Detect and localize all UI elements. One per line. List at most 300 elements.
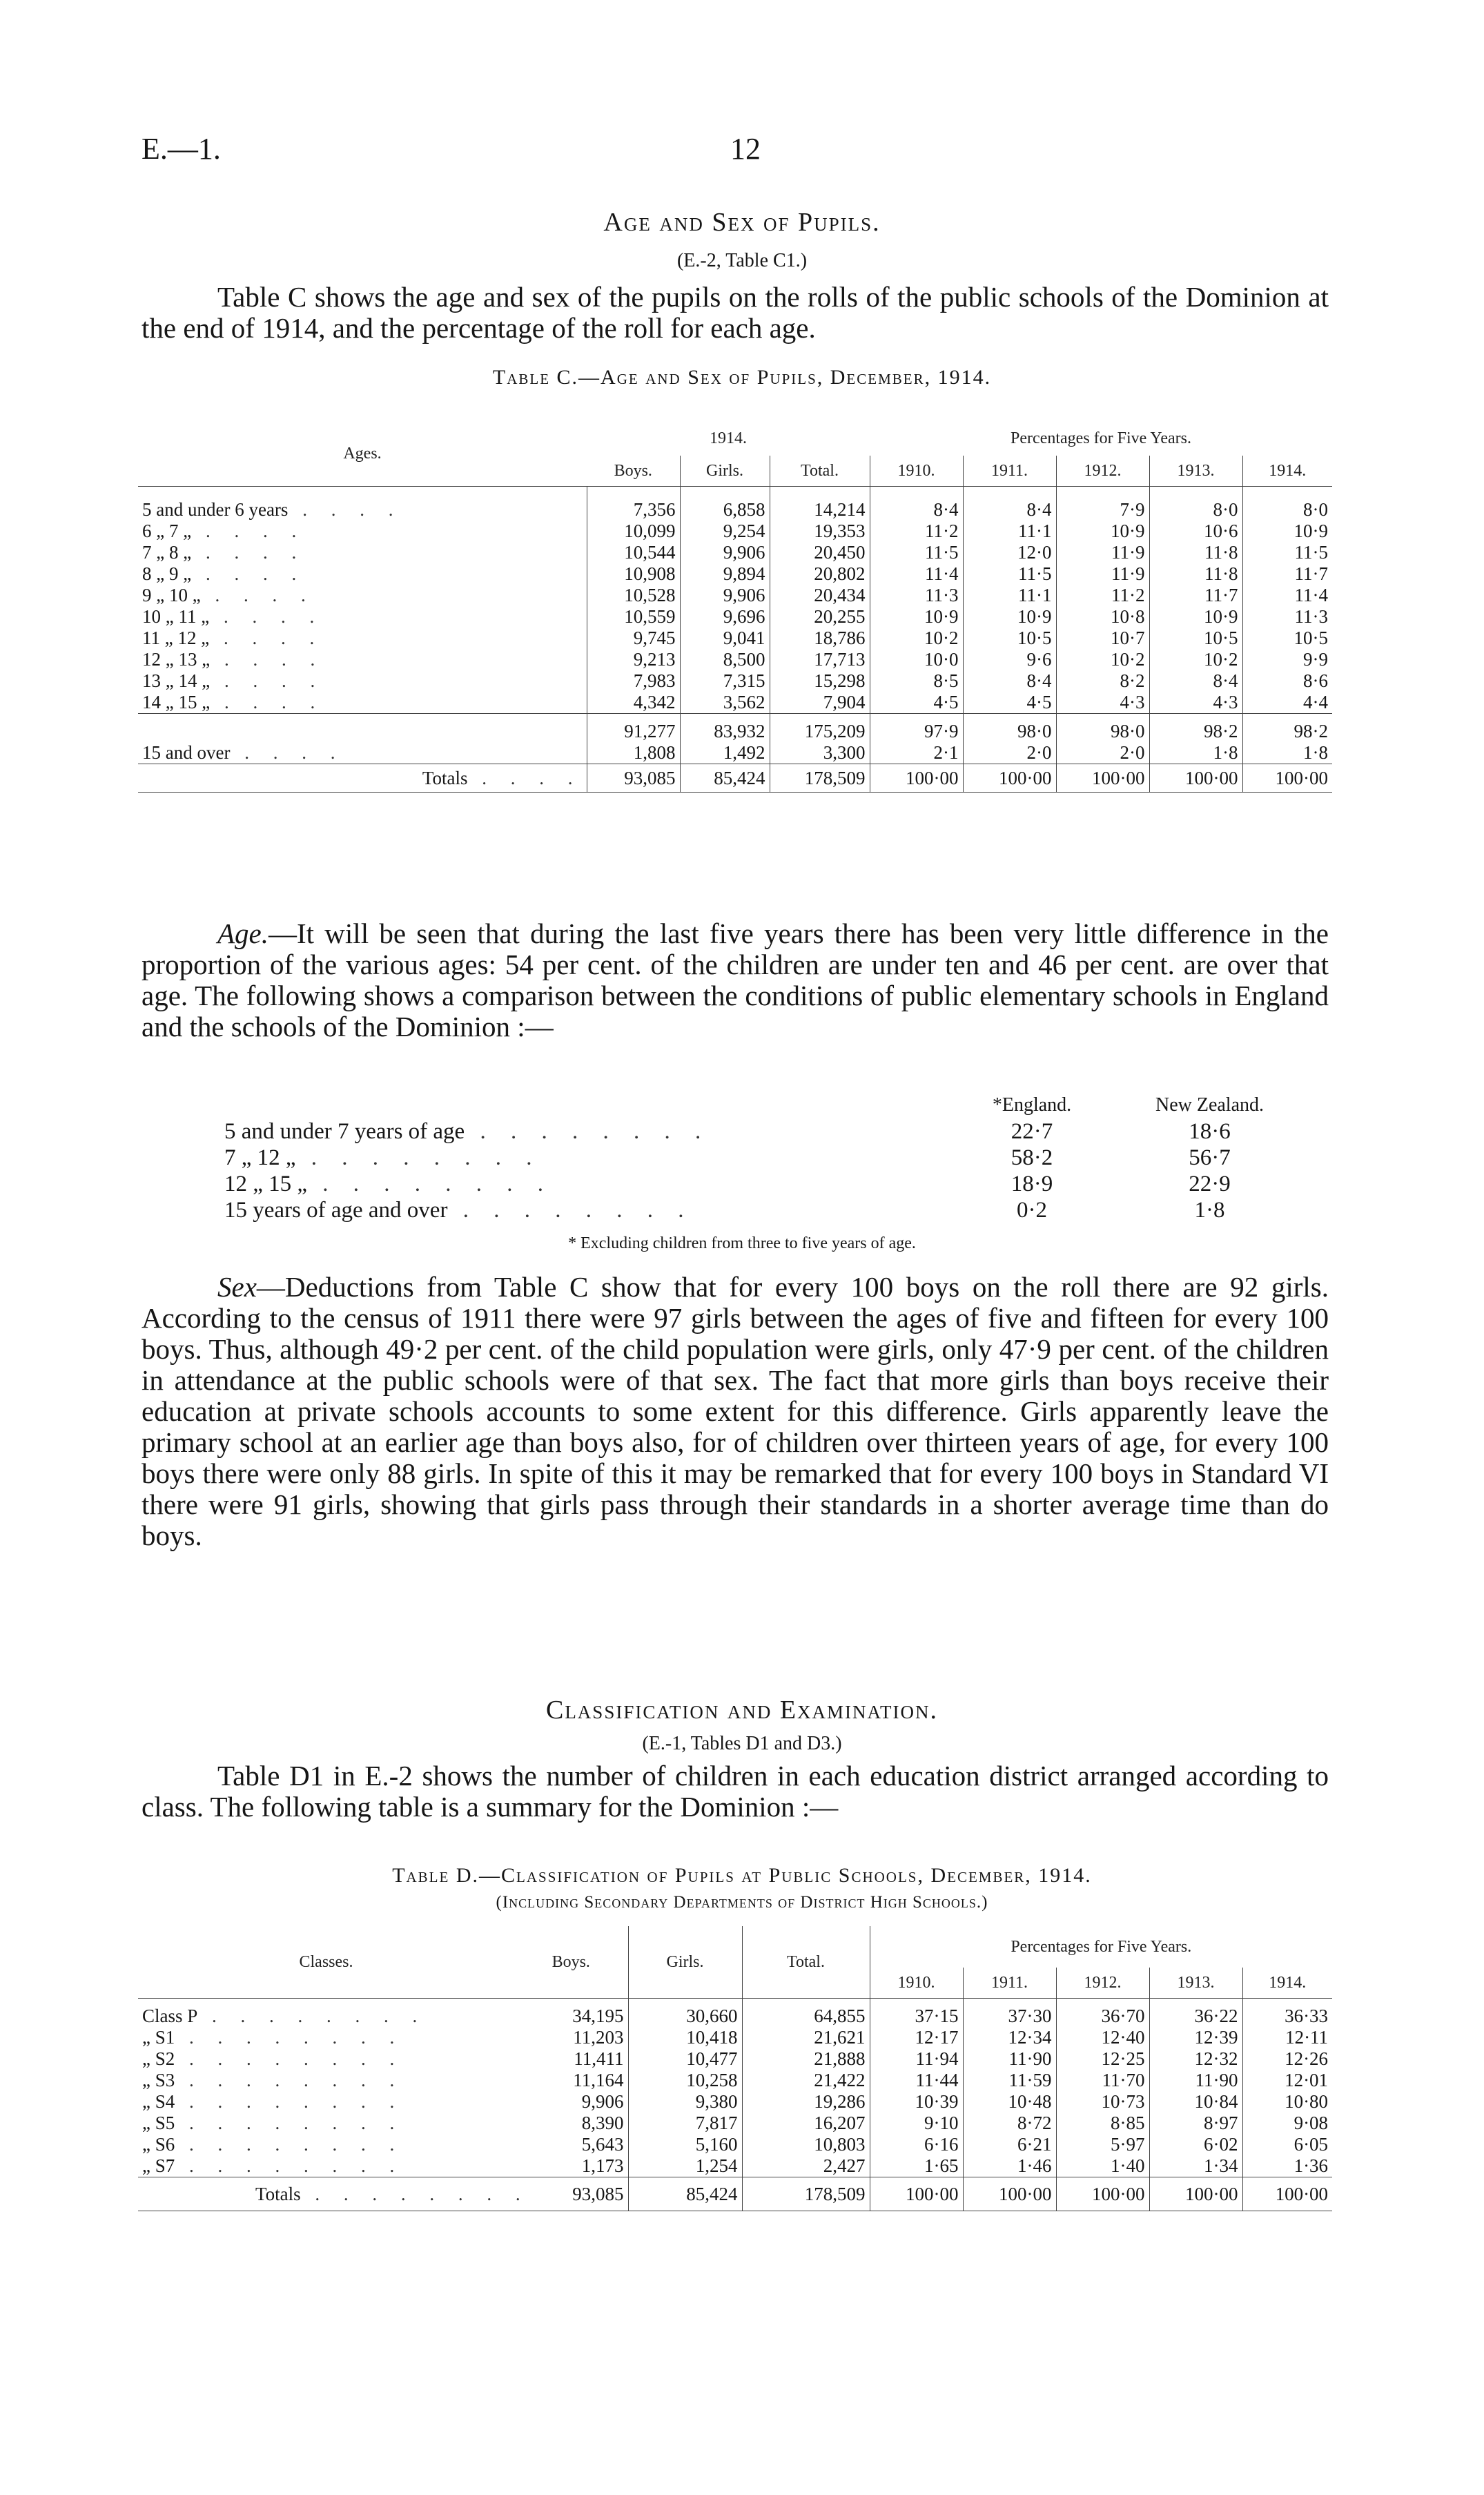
table-c-cell: 93,085 <box>587 764 680 793</box>
table-c-col-head: 1911. <box>963 456 1056 487</box>
table-c-cell: 7·9 <box>1056 499 1149 521</box>
table-c-cell: 10·9 <box>963 606 1056 628</box>
table-d-class-label <box>138 2006 514 2027</box>
table-d-row <box>138 2134 1332 2155</box>
table-d-cell: 8·97 <box>1149 2113 1242 2134</box>
table-c-col-head: 1912. <box>1056 456 1149 487</box>
table-c-cell: 4·4 <box>1242 692 1332 714</box>
table-c-cell: 100·00 <box>1149 764 1242 793</box>
table-d-cell: 93,085 <box>572 2183 624 2204</box>
table-d-row <box>138 2048 1332 2070</box>
spacer-cell <box>138 1999 514 2006</box>
table-c-head-1914: 1914. <box>710 429 747 447</box>
leader-dots: . . . . <box>467 767 583 788</box>
table-d-cell: 85,424 <box>628 2177 742 2211</box>
table-c-cell: 11·1 <box>963 521 1056 542</box>
table-c-cell: 8·4 <box>870 499 963 521</box>
table-c-cell: 10,099 <box>587 521 680 542</box>
table-c-cell: 11·2 <box>870 521 963 542</box>
section-title-age-sex: Age and Sex of Pupils. <box>603 208 881 237</box>
table-c-cell: 7,315 <box>680 670 770 692</box>
table-c-cell: 20,434 <box>770 585 870 606</box>
comparison-label: 15 years of age and over <box>224 1197 448 1223</box>
spacer-cell <box>963 487 1056 500</box>
table-c-cell: 10,559 <box>587 606 680 628</box>
table-c-cell: 20,450 <box>770 542 870 563</box>
table-d-cell: 21,621 <box>742 2027 870 2048</box>
table-c-cell: 98·0 <box>963 714 1056 743</box>
table-c-cell: 10·9 <box>1056 521 1149 542</box>
table-c-cell: 11·5 <box>870 542 963 563</box>
table-c-cell: 85,424 <box>680 764 770 793</box>
table-c-cell: 10·8 <box>1056 606 1149 628</box>
intro-text-classification: Table D1 in E.-2 shows the number of children in each education district arranged according to class. The following table is a summary for the Dominion :— <box>141 1760 1329 1823</box>
table-c-cell: 8·0 <box>1149 499 1242 521</box>
table-d-row <box>138 2006 1332 2027</box>
table-c-cell: 9·9 <box>1242 649 1332 670</box>
spacer-cell <box>587 487 680 500</box>
table-c-age-label <box>138 499 587 521</box>
intro-paragraph-age-sex <box>141 282 1329 344</box>
table-c-cell: 7,356 <box>587 499 680 521</box>
age-label-text: 12 „ 13 „ <box>142 649 211 670</box>
table-c-age-label <box>138 563 587 585</box>
comparison-row <box>224 1197 1311 1223</box>
table-d-totals-row <box>138 2177 1332 2211</box>
age-label-text: 9 „ 10 „ <box>142 585 201 605</box>
table-c-col-head: 1910. <box>870 456 963 487</box>
leader-dots: . . . . . . . . <box>175 2113 404 2133</box>
comparison-nz-value: 18·6 <box>1189 1118 1231 1144</box>
table-c-cell: 10·9 <box>1149 606 1242 628</box>
table-d-cell: 11·90 <box>1149 2070 1242 2091</box>
table-d-cell: 12·32 <box>1149 2048 1242 2070</box>
table-d-year-head: 1913. <box>1149 1968 1242 1999</box>
spacer-cell <box>1149 487 1242 500</box>
leader-dots: . . . . <box>210 670 325 691</box>
table-d-cell: 6·02 <box>1149 2134 1242 2155</box>
spacer-cell <box>742 1999 870 2006</box>
table-d-cell: 11,411 <box>574 2048 624 2069</box>
table-d-class-label <box>138 2134 514 2155</box>
leader-dots: . . . . . . . . <box>175 2070 404 2090</box>
comparison-label-cell <box>224 1171 956 1197</box>
table-d-class-label <box>138 2027 514 2048</box>
table-c-cell: 11·1 <box>963 585 1056 606</box>
table-c-cell: 14,214 <box>770 499 870 521</box>
table-d-class-label <box>138 2091 514 2113</box>
table-c-cell: 7,904 <box>770 692 870 714</box>
table-c-row <box>138 521 1332 542</box>
table-d-cell: 5,160 <box>628 2134 742 2155</box>
table-d-row <box>138 2155 1332 2177</box>
table-d-cell: 100·00 <box>963 2177 1056 2211</box>
comparison-row <box>224 1145 1311 1171</box>
table-d-cell: 16,207 <box>742 2113 870 2134</box>
comparison-nz-value: 1·8 <box>1194 1197 1225 1223</box>
table-d-cell: 9·08 <box>1242 2113 1332 2134</box>
table-c-cell: 11·3 <box>870 585 963 606</box>
table-c-cell: 10·5 <box>1149 628 1242 649</box>
table-c-cell: 10·9 <box>1242 521 1332 542</box>
table-c-cell: 9,906 <box>680 585 770 606</box>
table-d-cell: 1,254 <box>628 2155 742 2177</box>
table-c-cell: 10·7 <box>1056 628 1149 649</box>
table-d-cell: 1,173 <box>581 2155 624 2176</box>
table-c-cell: 10·2 <box>870 628 963 649</box>
table-d-cell: 12·25 <box>1056 2048 1149 2070</box>
leader-dots: . . . . . . . . <box>307 1171 554 1196</box>
table-c-col-head: 1914. <box>1242 456 1332 487</box>
table-c-cell: 100·00 <box>1242 764 1332 793</box>
table-c-cell: 10·9 <box>870 606 963 628</box>
document-code: E.—1. <box>141 132 221 166</box>
class-label-text: „ S2 <box>142 2048 175 2069</box>
table-d-cell: 10·48 <box>963 2091 1056 2113</box>
comparison-head-england: *England. <box>992 1094 1072 1116</box>
class-label-text: Totals <box>255 2183 301 2204</box>
spacer-cell <box>770 487 870 500</box>
table-c-cell: 1·8 <box>1149 742 1242 764</box>
table-d-cell: 2,427 <box>742 2155 870 2177</box>
leader-dots: . . . . <box>200 585 315 605</box>
table-c-row <box>138 585 1332 606</box>
table-d-head-classes: Classes. <box>299 1952 353 1971</box>
table-c-age-label <box>138 714 587 743</box>
table-c-cell: 11·8 <box>1149 542 1242 563</box>
table-c-cell: 11·9 <box>1056 542 1149 563</box>
table-c-cell: 98·2 <box>1242 714 1332 743</box>
table-c-cell: 10·5 <box>1242 628 1332 649</box>
table-c-age-label <box>138 649 587 670</box>
age-label-text: Totals <box>422 767 468 788</box>
table-d-cell: 11·94 <box>870 2048 963 2070</box>
table-c-cell: 83,932 <box>680 714 770 743</box>
table-c-cell: 2·1 <box>870 742 963 764</box>
leader-dots: . . . . . . . . <box>175 2134 404 2155</box>
comparison-england-value: 22·7 <box>1011 1118 1053 1144</box>
table-c-cell: 100·00 <box>1056 764 1149 793</box>
table-c-cell: 10·2 <box>1056 649 1149 670</box>
table-c-cell: 15,298 <box>770 670 870 692</box>
leader-dots: . . . . . . . . <box>175 2027 404 2048</box>
table-c-cell: 9,041 <box>680 628 770 649</box>
age-label-text: 6 „ 7 „ <box>142 521 192 541</box>
table-c-cell: 9,906 <box>680 542 770 563</box>
leader-dots: . . . . <box>209 628 324 648</box>
leader-dots: . . . . . . . . <box>175 2091 404 2112</box>
table-d-cell: 100·00 <box>1242 2177 1332 2211</box>
table-d-cell: 10·39 <box>870 2091 963 2113</box>
leader-dots: . . . . <box>209 606 324 627</box>
table-c-col-head: Girls. <box>680 456 770 487</box>
leader-dots: . . . . . . . . <box>175 2048 404 2069</box>
table-c-cell: 98·0 <box>1056 714 1149 743</box>
comparison-nz-value: 22·9 <box>1189 1171 1231 1196</box>
table-d-class-label <box>138 2070 514 2091</box>
table-c-cell: 3,562 <box>680 692 770 714</box>
table-c-cell: 4·3 <box>1149 692 1242 714</box>
table-c-cell: 6,858 <box>680 499 770 521</box>
table-d-cell: 11,164 <box>573 2070 624 2090</box>
age-label-text: 11 „ 12 „ <box>142 628 210 648</box>
class-label-text: „ S6 <box>142 2134 175 2155</box>
table-d-cell: 1·34 <box>1149 2155 1242 2177</box>
leader-dots: . . . . <box>191 563 306 584</box>
table-d-class-label <box>138 2177 530 2211</box>
table-d <box>138 1926 1332 2211</box>
table-d-class-label <box>138 2155 514 2177</box>
table-d-year-head: 1911. <box>963 1968 1056 1999</box>
table-c-age-label <box>138 692 587 714</box>
age-label-text: 14 „ 15 „ <box>142 692 211 712</box>
table-c-cell: 8·4 <box>1149 670 1242 692</box>
table-d-cell: 100·00 <box>1149 2177 1242 2211</box>
spacer-cell <box>1242 1999 1332 2006</box>
table-d-cell: 5,643 <box>581 2134 624 2155</box>
comparison-nz-value: 56·7 <box>1189 1145 1231 1170</box>
table-c-cell: 11·8 <box>1149 563 1242 585</box>
table-d-cell: 64,855 <box>742 2006 870 2027</box>
table-c-row <box>138 606 1332 628</box>
table-d-cell: 12·26 <box>1242 2048 1332 2070</box>
table-c-cell: 8·2 <box>1056 670 1149 692</box>
table-d-cell: 10,418 <box>628 2027 742 2048</box>
table-d-cell: 7,817 <box>628 2113 742 2134</box>
class-label-text: „ S4 <box>142 2091 175 2112</box>
table-d-cell: 10,477 <box>628 2048 742 2070</box>
comparison-england-value: 0·2 <box>1017 1197 1047 1223</box>
table-c-cell: 17,713 <box>770 649 870 670</box>
table-c-cell: 10·6 <box>1149 521 1242 542</box>
table-d-head-percentages: Percentages for Five Years. <box>870 1926 1332 1968</box>
comparison-label: 7 „ 12 „ <box>224 1145 296 1170</box>
table-c-row <box>138 692 1332 714</box>
table-d-cell: 34,195 <box>572 2006 624 2026</box>
table-c-cell: 9,745 <box>587 628 680 649</box>
spacer-cell <box>1056 1999 1149 2006</box>
sex-text: —Deductions from Table C show that for every 100 boys on the roll there are 92 girls. According to the census of 1911 there were 97 girls between the ages of five and fifteen for every 100 boys. Thus, although 49·2 per cent. of the child population were girls, only 47·9 per cent. of the children in attendance at the public schools were of that sex. The fact that more girls than boys receive their education at private schools accounts to some extent for this difference. Girls apparently leave the primary school at an earlier age than boys also, for of children over thirteen years of age, for every 100 boys there were only 88 girls. In spite of this it may be remarked that for every 100 boys in Standard VI there were 91 girls, showing that girls pass through their standards in a shorter average time than do boys. <box>141 1271 1329 1551</box>
table-c-cell: 7,983 <box>587 670 680 692</box>
table-c-cell: 10·5 <box>963 628 1056 649</box>
table-d-head-boys: Boys. <box>551 1952 590 1971</box>
table-d-cell: 10,803 <box>742 2134 870 2155</box>
england-nz-comparison <box>224 1092 1311 1223</box>
table-c-cell: 11·7 <box>1242 563 1332 585</box>
age-paragraph <box>141 918 1329 1042</box>
table-d-cell: 36·33 <box>1242 2006 1332 2027</box>
age-label-text: 7 „ 8 „ <box>142 542 192 563</box>
table-c-cell: 8·4 <box>963 670 1056 692</box>
table-d-cell: 5·97 <box>1056 2134 1149 2155</box>
table-d-cell: 10·73 <box>1056 2091 1149 2113</box>
section-ref-classification: (E.-1, Tables D1 and D3.) <box>642 1733 842 1754</box>
table-d-cell: 6·05 <box>1242 2134 1332 2155</box>
comparison-label-cell <box>224 1197 956 1223</box>
table-c-cell: 98·2 <box>1149 714 1242 743</box>
table-c-cell: 10,544 <box>587 542 680 563</box>
table-d-cell: 9,906 <box>581 2091 624 2112</box>
comparison-england-value: 18·9 <box>1011 1171 1053 1196</box>
table-c-head-percentages: Percentages for Five Years. <box>1011 429 1191 447</box>
table-d-cell: 10·80 <box>1242 2091 1332 2113</box>
spacer-cell <box>870 487 963 500</box>
table-c-cell: 1,808 <box>587 742 680 764</box>
table-d-cell: 11·70 <box>1056 2070 1149 2091</box>
table-c-cell: 4·5 <box>870 692 963 714</box>
table-d-cell: 12·11 <box>1242 2027 1332 2048</box>
table-c-row <box>138 563 1332 585</box>
table-d-cell: 10,258 <box>628 2070 742 2091</box>
table-d-row <box>138 2070 1332 2091</box>
table-c-cell: 12·0 <box>963 542 1056 563</box>
page-number: 12 <box>730 132 761 166</box>
spacer-cell <box>1056 487 1149 500</box>
leader-dots: . . . . . . . . <box>197 2006 427 2026</box>
table-c-cell: 10·0 <box>870 649 963 670</box>
comparison-row <box>224 1171 1311 1197</box>
table-d-cell: 1·65 <box>870 2155 963 2177</box>
spacer-cell <box>963 1999 1056 2006</box>
table-d-year-head: 1912. <box>1056 1968 1149 1999</box>
table-d-cell: 9·10 <box>870 2113 963 2134</box>
table-c-cell: 11·3 <box>1242 606 1332 628</box>
spacer-row <box>138 487 1332 500</box>
table-c-cell: 100·00 <box>963 764 1056 793</box>
table-d-class-label <box>138 2113 514 2134</box>
comparison-label: 5 and under 7 years of age <box>224 1118 465 1144</box>
table-c-cell: 9·6 <box>963 649 1056 670</box>
age-text: —It will be seen that during the last five years there has been very little difference in the proportion of the various ages: 54 per cent. of the children are under ten and 46 per cent. are over that age. The following shows a comparison between the conditions of public elementary schools in England and the schools of the Dominion :— <box>141 918 1329 1042</box>
table-c-cell: 3,300 <box>770 742 870 764</box>
table-d-cell: 11·90 <box>963 2048 1056 2070</box>
age-label-text: 13 „ 14 „ <box>142 670 211 691</box>
table-d-cell: 36·70 <box>1056 2006 1149 2027</box>
comparison-row <box>224 1118 1311 1145</box>
section-ref-age-sex: (E.-2, Table C1.) <box>676 250 808 271</box>
table-d-cell: 9,380 <box>628 2091 742 2113</box>
leader-dots: . . . . <box>210 692 325 712</box>
table-d-year-head: 1910. <box>870 1968 963 1999</box>
table-c-totals-row <box>138 764 1332 793</box>
table-d-cell: 12·39 <box>1149 2027 1242 2048</box>
table-c-cell: 1,492 <box>680 742 770 764</box>
table-d-subcaption: (Including Secondary Departments of District High Schools.) <box>496 1893 988 1912</box>
leader-dots: . . . . <box>230 742 345 763</box>
table-c-cell: 8·0 <box>1242 499 1332 521</box>
table-c-age-label <box>138 542 587 563</box>
spacer-row <box>138 1999 1332 2006</box>
sex-lead: Sex <box>217 1271 257 1303</box>
age-lead: Age. <box>217 918 269 949</box>
table-c-row <box>138 670 1332 692</box>
table-c-row <box>138 628 1332 649</box>
table-d-class-label <box>138 2048 514 2070</box>
table-d-cell: 19,286 <box>742 2091 870 2113</box>
table-c-cell: 11·7 <box>1149 585 1242 606</box>
leader-dots: . . . . . . . . <box>295 1145 542 1170</box>
section-title-classification: Classification and Examination. <box>545 1696 939 1725</box>
table-d-cell: 178,509 <box>742 2177 870 2211</box>
table-d-row <box>138 2091 1332 2113</box>
table-d-cell: 12·34 <box>963 2027 1056 2048</box>
table-c-col-head: Total. <box>770 456 870 487</box>
leader-dots: . . . . <box>191 521 306 541</box>
leader-dots: . . . . . . . . <box>300 2183 530 2204</box>
table-d-cell: 12·17 <box>870 2027 963 2048</box>
table-d-cell: 11·59 <box>963 2070 1056 2091</box>
leader-dots: . . . . <box>191 542 306 563</box>
table-c-age-label <box>138 742 587 764</box>
table-d-cell: 8·85 <box>1056 2113 1149 2134</box>
table-c-cell: 1·8 <box>1242 742 1332 764</box>
table-c-cell: 9,894 <box>680 563 770 585</box>
table-c-cell: 11·4 <box>1242 585 1332 606</box>
table-c-cell: 9,254 <box>680 521 770 542</box>
table-d-head-girls: Girls. <box>628 1926 742 1999</box>
comparison-head-nz: New Zealand. <box>1155 1094 1265 1116</box>
table-c-cell: 11·4 <box>870 563 963 585</box>
table-c-cell: 19,353 <box>770 521 870 542</box>
table-c-cell: 10,528 <box>587 585 680 606</box>
table-c-cell: 8,500 <box>680 649 770 670</box>
table-c-cell: 4·3 <box>1056 692 1149 714</box>
table-c-over15-row <box>138 742 1332 764</box>
spacer-cell <box>514 1999 628 2006</box>
age-label-text: 5 and under 6 years <box>142 499 289 520</box>
spacer-cell <box>680 487 770 500</box>
table-c-subtotal-row <box>138 714 1332 743</box>
leader-dots: . . . . . . . . <box>447 1197 694 1223</box>
table-c-age-label <box>138 764 587 793</box>
table-c-age-label <box>138 670 587 692</box>
intro-text: Table C shows the age and sex of the pupils on the rolls of the public schools of the Dominion at the end of 1914, and the percentage of the roll for each age. <box>141 281 1329 344</box>
table-c-cell: 8·5 <box>870 670 963 692</box>
table-c-cell: 8·4 <box>963 499 1056 521</box>
table-c-col-head: 1913. <box>1149 456 1242 487</box>
table-c-caption: Table C.—Age and Sex of Pupils, December, 1914. <box>492 366 992 389</box>
table-d-cell: 1·36 <box>1242 2155 1332 2177</box>
comparison-label-cell <box>224 1145 956 1171</box>
table-c-age-label <box>138 521 587 542</box>
table-c-cell: 2·0 <box>1056 742 1149 764</box>
table-c-cell: 178,509 <box>770 764 870 793</box>
leader-dots: . . . . . . . . <box>465 1118 711 1144</box>
class-label-text: „ S3 <box>142 2070 175 2090</box>
table-c-row <box>138 499 1332 521</box>
table-c-row <box>138 542 1332 563</box>
table-c-cell: 97·9 <box>870 714 963 743</box>
table-c-cell: 11·5 <box>963 563 1056 585</box>
table-c-cell: 18,786 <box>770 628 870 649</box>
leader-dots: . . . . . . . . <box>175 2155 404 2176</box>
table-d-cell: 10·84 <box>1149 2091 1242 2113</box>
table-c-col-head: Boys. <box>614 461 652 480</box>
table-d-cell: 12·40 <box>1056 2027 1149 2048</box>
table-d-cell: 1·40 <box>1056 2155 1149 2177</box>
table-c-cell: 11·9 <box>1056 563 1149 585</box>
class-label-text: „ S7 <box>142 2155 175 2176</box>
table-d-cell: 100·00 <box>870 2177 963 2211</box>
table-c-cell: 20,802 <box>770 563 870 585</box>
table-c-cell: 4·5 <box>963 692 1056 714</box>
table-d-head-total: Total. <box>742 1926 870 1999</box>
table-d-cell: 11·44 <box>870 2070 963 2091</box>
comparison-label-cell <box>224 1118 956 1145</box>
table-c-cell: 9,696 <box>680 606 770 628</box>
table-c-cell: 11·5 <box>1242 542 1332 563</box>
spacer-cell <box>870 1999 963 2006</box>
